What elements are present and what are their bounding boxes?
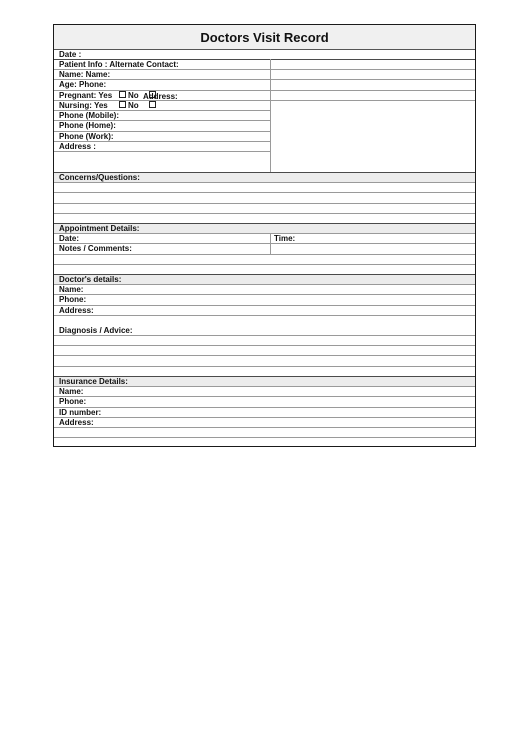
phone-home-label: Phone (Home):	[59, 121, 116, 130]
patient-info-label: Patient Info : Alternate Contact:	[59, 60, 179, 69]
phone-work-label: Phone (Work):	[59, 132, 114, 141]
column-divider	[270, 59, 271, 172]
nursing-yes-checkbox[interactable]	[119, 101, 126, 108]
row-divider	[54, 254, 475, 255]
age-label: Age: Phone:	[59, 80, 107, 89]
row-divider	[54, 315, 475, 316]
address-label: Address :	[59, 142, 96, 151]
row-divider	[54, 366, 475, 367]
appointment-label: Appointment Details:	[59, 224, 140, 233]
appointment-time-label: Time:	[274, 234, 296, 243]
concerns-label: Concerns/Questions:	[59, 173, 140, 182]
form-title: Doctors Visit Record	[54, 25, 475, 50]
row-divider	[54, 355, 475, 356]
insurance-address-label: Address:	[59, 418, 94, 427]
insurance-label: Insurance Details:	[59, 377, 128, 386]
row-divider	[54, 264, 475, 265]
insurance-name-label: Name:	[59, 387, 84, 396]
visit-record-form	[53, 24, 476, 447]
doctor-details-label: Doctor's details:	[59, 275, 122, 284]
phone-mobile-label: Phone (Mobile):	[59, 111, 119, 120]
pregnant-no-label: No	[128, 91, 139, 100]
nursing-no-label: No	[128, 101, 139, 110]
diagnosis-label: Diagnosis / Advice:	[59, 326, 133, 335]
row-divider	[54, 427, 475, 428]
row-divider	[54, 203, 475, 204]
insurance-phone-label: Phone:	[59, 397, 87, 406]
row-divider	[54, 90, 475, 91]
row-divider	[54, 396, 475, 397]
alternate-address-label: Address:	[143, 92, 178, 101]
pregnant-label: Pregnant: Yes	[59, 91, 113, 100]
row-divider	[54, 417, 475, 418]
column-divider	[270, 233, 271, 254]
insurance-id-label: ID number:	[59, 408, 102, 417]
row-divider	[54, 294, 475, 295]
row-divider	[54, 345, 475, 346]
name-label: Name: Name:	[59, 70, 111, 79]
date-label: Date :	[59, 50, 82, 59]
pregnant-yes-checkbox[interactable]	[119, 91, 126, 98]
notes-label: Notes / Comments:	[59, 244, 132, 253]
row-divider	[54, 213, 475, 214]
row-divider	[54, 305, 475, 306]
row-divider	[54, 192, 475, 193]
row-divider	[54, 437, 475, 438]
doctor-name-label: Name:	[59, 285, 84, 294]
row-divider	[54, 79, 475, 80]
doctor-address-label: Address:	[59, 306, 94, 315]
nursing-no-checkbox[interactable]	[149, 101, 156, 108]
row-divider	[54, 100, 475, 101]
nursing-label: Nursing: Yes	[59, 101, 108, 110]
row-divider	[54, 407, 475, 408]
appointment-date-label: Date:	[59, 234, 80, 243]
doctor-phone-label: Phone:	[59, 295, 87, 304]
